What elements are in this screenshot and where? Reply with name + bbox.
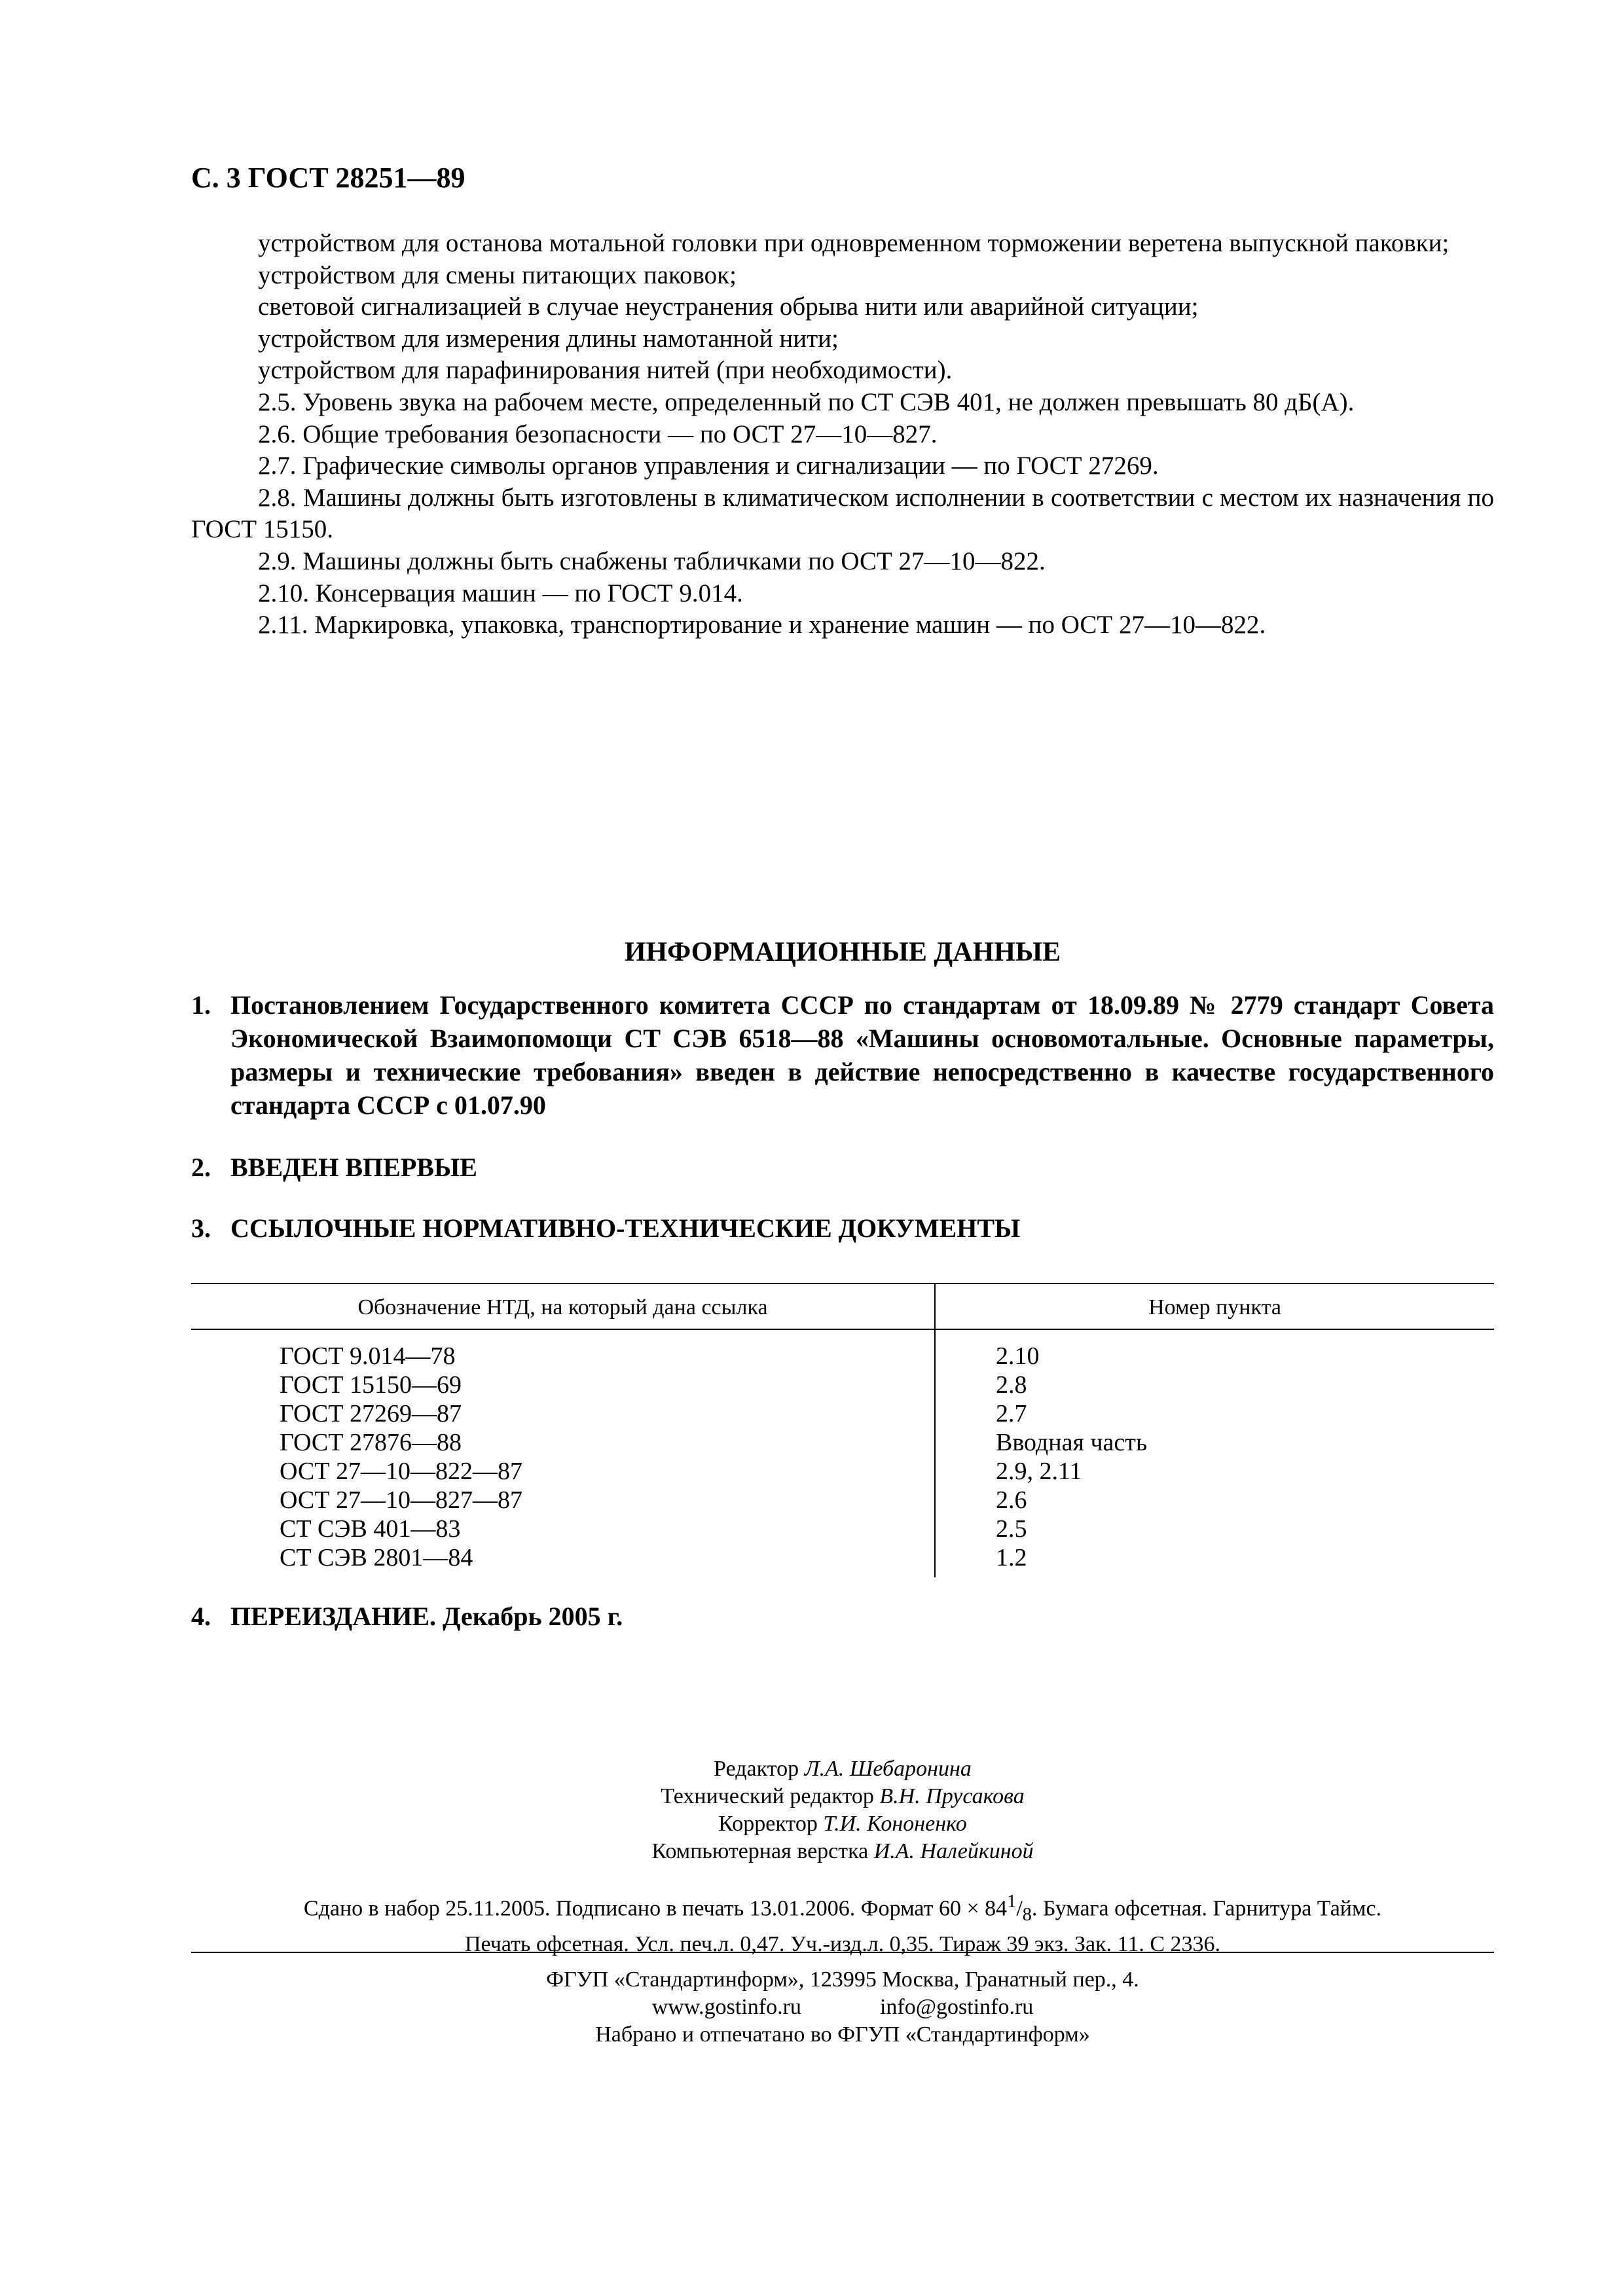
- info-item-3: [191, 1211, 1494, 1245]
- table-header-document: Обозначение НТД, на который дана ссылка: [191, 1283, 935, 1329]
- credit-name: Т.И. Кононенко: [823, 1812, 967, 1836]
- table-cell-clause: 1.2: [996, 1544, 1027, 1571]
- body-paragraph: 2.11. Маркировка, упаковка, транспортирование и хранение машин — по ОСТ 27—10—822.: [258, 611, 1266, 639]
- table-row: [191, 1428, 1494, 1457]
- credits-block: [191, 1755, 1494, 1865]
- credit-line: [191, 1783, 1494, 1810]
- table-cell-clause: 2.9, 2.11: [996, 1458, 1082, 1485]
- table-cell-document: ОСТ 27—10—822—87: [191, 1457, 935, 1486]
- table-cell-clause: 2.8: [996, 1371, 1027, 1399]
- table-header-row: [191, 1283, 1494, 1329]
- credit-name: Л.А. Шебаронина: [804, 1757, 972, 1781]
- body-paragraph: световой сигнализацией в случае неустранения обрыва нити или аварийной ситуации;: [258, 293, 1199, 321]
- table-row: [191, 1371, 1494, 1399]
- info-list: [191, 988, 1494, 1245]
- body-paragraph: 2.9. Машины должны быть снабжены табличками по ОСТ 27—10—822.: [258, 547, 1046, 575]
- publisher-address: ФГУП «Стандартинформ», 123995 Москва, Гранатный пер., 4.: [546, 1967, 1139, 1992]
- credit-line: [191, 1838, 1494, 1865]
- table-cell-clause: 2.6: [996, 1486, 1027, 1514]
- divider-rule: [191, 1952, 1494, 1953]
- credit-role: Корректор: [718, 1812, 818, 1836]
- table-cell-document: СТ СЭВ 2801—84: [191, 1543, 935, 1577]
- info-item-text: ПЕРЕИЗДАНИЕ. Декабрь 2005 г.: [230, 1602, 623, 1631]
- credit-role: Компьютерная верстка: [651, 1839, 869, 1863]
- credit-line: [191, 1755, 1494, 1783]
- format-subscript: 8: [1022, 1905, 1032, 1926]
- publisher-website: www.gostinfo.ru: [651, 1995, 801, 2019]
- table-row: [191, 1399, 1494, 1428]
- info-item-text: Постановлением Государственного комитета СССР по стандартам от 18.09.89 № 2779 стандарт Совета Экономической Взаимопомощи СТ СЭВ 6518—88 «Машины основомотальные. Основные параметры, размеры и технические требования» введен в действие непосредственно в качестве государственного стандарта СССР с 01.07.90: [230, 990, 1494, 1120]
- table-row: [191, 1329, 1494, 1371]
- reference-table: [191, 1283, 1494, 1577]
- print-info-line-1: [191, 1887, 1494, 1929]
- body-text: [191, 228, 1494, 641]
- table-cell-document: ГОСТ 15150—69: [191, 1371, 935, 1399]
- table-cell-clause: 2.5: [996, 1515, 1027, 1543]
- info-item-number: 1.: [191, 990, 211, 1020]
- page-header: С. 3 ГОСТ 28251—89: [191, 162, 465, 194]
- table-cell-document: ГОСТ 27269—87: [191, 1399, 935, 1428]
- table-cell-document: ОСТ 27—10—827—87: [191, 1486, 935, 1515]
- credit-name: И.А. Налейкиной: [873, 1839, 1034, 1863]
- table-cell-clause: 2.10: [996, 1342, 1040, 1370]
- info-item-4: [191, 1600, 1494, 1633]
- body-paragraph: 2.10. Консервация машин — по ГОСТ 9.014.: [258, 579, 743, 607]
- body-paragraph: 2.8. Машины должны быть изготовлены в климатическом исполнении в соответствии с местом их назначения по ГОСТ 15150.: [191, 483, 1494, 544]
- body-paragraph: устройством для останова мотальной головки при одновременном торможении веретена выпускной паковки;: [258, 229, 1450, 257]
- body-paragraph: 2.6. Общие требования безопасности — по ОСТ 27—10—827.: [258, 420, 938, 448]
- credit-name: В.Н. Прусакова: [879, 1784, 1025, 1808]
- table-row: [191, 1486, 1494, 1515]
- table-cell-document: СТ СЭВ 401—83: [191, 1515, 935, 1543]
- body-paragraph: устройством для парафинирования нитей (при необходимости).: [258, 356, 953, 385]
- table-row: [191, 1457, 1494, 1486]
- info-section-title: ИНФОРМАЦИОННЫЕ ДАННЫЕ: [624, 937, 1061, 967]
- body-paragraph: 2.7. Графические символы органов управления и сигнализации — по ГОСТ 27269.: [258, 452, 1159, 480]
- table-cell-clause: 2.7: [996, 1400, 1027, 1427]
- body-paragraph: устройством для измерения длины намотанной нити;: [258, 324, 839, 353]
- info-item-1: [191, 988, 1494, 1122]
- format-slash: /: [1016, 1896, 1023, 1921]
- reference-table-wrapper: [191, 1283, 1494, 1577]
- publisher-contacts: [191, 1994, 1494, 2021]
- body-paragraph: устройством для смены питающих паковок;: [258, 260, 737, 289]
- table-header-clause: Номер пункта: [935, 1283, 1494, 1329]
- publisher-note: Набрано и отпечатано во ФГУП «Стандартинформ»: [595, 2022, 1090, 2047]
- info-item-number: 3.: [191, 1213, 211, 1243]
- credit-role: Редактор: [714, 1757, 799, 1781]
- credit-line: [191, 1810, 1494, 1838]
- info-item-text: ССЫЛОЧНЫЕ НОРМАТИВНО-ТЕХНИЧЕСКИЕ ДОКУМЕНТЫ: [230, 1213, 1021, 1243]
- body-paragraph: 2.5. Уровень звука на рабочем месте, определенный по СТ СЭВ 401, не должен превышать 80 дБ(А).: [258, 387, 1355, 416]
- table-cell-clause: Вводная часть: [996, 1429, 1148, 1456]
- publisher-email: info@gostinfo.ru: [879, 1995, 1034, 2019]
- print-info-text: . Бумага офсетная. Гарнитура Таймс.: [1031, 1896, 1382, 1921]
- info-item-text: ВВЕДЕН ВПЕРВЫЕ: [230, 1153, 477, 1182]
- print-info: [191, 1887, 1494, 1959]
- publisher-block: [191, 1966, 1494, 2049]
- print-info-text: Сдано в набор 25.11.2005. Подписано в печать 13.01.2006. Формат 60 × 84: [303, 1896, 1008, 1921]
- table-cell-document: ГОСТ 9.014—78: [191, 1329, 935, 1371]
- info-item-number: 4.: [191, 1602, 211, 1631]
- table-row: [191, 1543, 1494, 1577]
- credit-role: Технический редактор: [661, 1784, 874, 1808]
- table-row: [191, 1515, 1494, 1543]
- info-item-number: 2.: [191, 1153, 211, 1182]
- info-item-2: [191, 1151, 1494, 1184]
- print-info-line-2: Печать офсетная. Усл. печ.л. 0,47. Уч.-изд.л. 0,35. Тираж 39 экз. Зак. 11. С 2336.: [464, 1932, 1221, 1957]
- format-superscript: 1: [1007, 1892, 1017, 1912]
- table-cell-document: ГОСТ 27876—88: [191, 1428, 935, 1457]
